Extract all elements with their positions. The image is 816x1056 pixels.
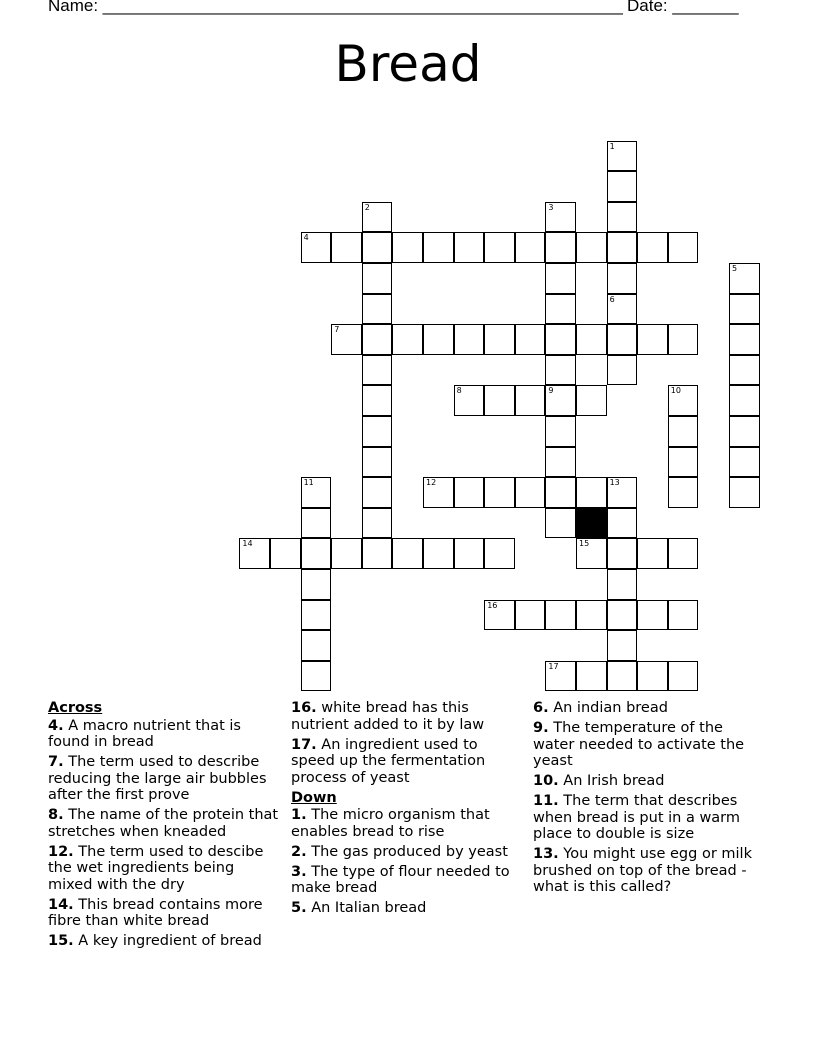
crossword-cell[interactable] (545, 263, 576, 294)
clue-item-number: 15. (48, 933, 74, 949)
clues-column-2 (291, 700, 523, 920)
clue-item-number: 4. (48, 717, 64, 734)
crossword-cell[interactable] (454, 538, 485, 569)
crossword-cell[interactable] (545, 416, 576, 447)
crossword-cell[interactable] (362, 538, 393, 569)
clue-item (48, 844, 280, 894)
clue-item-number: 3. (291, 863, 307, 880)
clue-number: 7 (334, 325, 340, 335)
crossword-cell[interactable] (729, 263, 760, 294)
crossword-cell[interactable] (607, 538, 638, 569)
clue-number: 6 (609, 294, 615, 304)
clue-item-text: An indian bread (548, 700, 668, 716)
crossword-cell[interactable] (545, 355, 576, 386)
crossword-cell[interactable] (454, 477, 485, 508)
crossword-cell[interactable] (576, 538, 607, 569)
clue-item (291, 844, 523, 861)
crossword-cell[interactable] (362, 294, 393, 325)
crossword-cell[interactable] (545, 447, 576, 478)
date-field-label: Date: _______ (627, 0, 739, 15)
crossword-cell[interactable] (668, 324, 699, 355)
clue-item-text: The term used to describe reducing the large air bubbles after the first prove (48, 754, 267, 803)
crossword-cell[interactable] (362, 385, 393, 416)
crossword-cell[interactable] (545, 232, 576, 263)
clue-item (533, 793, 765, 843)
crossword-cell[interactable] (576, 324, 607, 355)
crossword-cell[interactable] (729, 385, 760, 416)
crossword-cell[interactable] (362, 508, 393, 539)
crossword-cell[interactable] (454, 232, 485, 263)
clue-item-text: You might use egg or milk brushed on top of the bread - what is this called? (533, 846, 752, 895)
clue-number: 15 (579, 539, 590, 549)
crossword-cell[interactable] (301, 538, 332, 569)
crossword-cell[interactable] (362, 447, 393, 478)
crossword-cell[interactable] (607, 324, 638, 355)
crossword-cell[interactable] (301, 600, 332, 631)
clue-number: 9 (548, 386, 554, 396)
crossword-cell[interactable] (607, 232, 638, 263)
clue-item (48, 897, 280, 930)
crossword-cell[interactable] (607, 661, 638, 692)
crossword-cell[interactable] (576, 477, 607, 508)
crossword-cell[interactable] (515, 385, 546, 416)
clue-number: 8 (456, 386, 462, 396)
crossword-cell[interactable] (607, 294, 638, 325)
crossword-cell[interactable] (484, 600, 515, 631)
crossword-cell[interactable] (668, 385, 699, 416)
clue-number: 4 (303, 233, 309, 243)
clue-item-number: 13. (533, 846, 559, 862)
crossword-cell[interactable] (607, 355, 638, 386)
crossword-cell[interactable] (729, 355, 760, 386)
clue-item-number: 12. (48, 843, 74, 860)
clue-number: 1 (609, 141, 615, 151)
crossword-cell[interactable] (637, 538, 668, 569)
crossword-cell[interactable] (484, 385, 515, 416)
crossword-cell[interactable] (668, 600, 699, 631)
crossword-cell[interactable] (454, 385, 485, 416)
clue-number: 13 (609, 478, 620, 488)
crossword-cell[interactable] (576, 600, 607, 631)
crossword-cell[interactable] (607, 171, 638, 202)
crossword-cell[interactable] (668, 416, 699, 447)
clue-item (291, 864, 523, 897)
clue-item-text: This bread contains more fibre than white bread (48, 896, 263, 929)
page-title: Bread (334, 35, 482, 93)
crossword-cell[interactable] (545, 600, 576, 631)
name-field-label: Name: _______________________________________________________ (48, 0, 623, 15)
clue-item (533, 700, 765, 717)
crossword-cell[interactable] (515, 600, 546, 631)
clue-item-text: The type of flour needed to make bread (291, 863, 510, 896)
clue-item-number: 9. (533, 720, 549, 736)
crossword-cell[interactable] (515, 477, 546, 508)
crossword-cell[interactable] (301, 630, 332, 661)
clue-item (533, 720, 765, 770)
crossword-cell[interactable] (545, 294, 576, 325)
clue-item (291, 737, 523, 787)
crossword-cell[interactable] (301, 477, 332, 508)
clue-item (48, 933, 280, 950)
clue-item-text: The term used to descibe the wet ingredients being mixed with the dry (48, 843, 264, 893)
clue-item-text: A key ingredient of bread (73, 933, 262, 949)
crossword-cell[interactable] (545, 661, 576, 692)
crossword-cell[interactable] (607, 508, 638, 539)
clue-item-text: The temperature of the water needed to activate the yeast (533, 720, 745, 769)
crossword-cell[interactable] (362, 477, 393, 508)
clue-number: 5 (732, 264, 738, 273)
clue-item-text: The gas produced by yeast (306, 843, 508, 860)
crossword-cell[interactable] (301, 569, 332, 600)
crossword-cell[interactable] (301, 508, 332, 539)
crossword-cell[interactable] (729, 477, 760, 508)
crossword-cell[interactable] (515, 324, 546, 355)
crossword-cell[interactable] (545, 385, 576, 416)
crossword-cell[interactable] (484, 232, 515, 263)
crossword-cell[interactable] (607, 202, 638, 233)
crossword-cell[interactable] (362, 202, 393, 233)
blocked-cell (576, 508, 607, 539)
clue-item (48, 807, 280, 840)
clue-item-number: 8. (48, 807, 64, 823)
crossword-cell[interactable] (668, 447, 699, 478)
crossword-cell[interactable] (423, 232, 454, 263)
crossword-cell[interactable] (729, 447, 760, 478)
crossword-cell[interactable] (484, 477, 515, 508)
clue-item-number: 17. (291, 736, 317, 753)
crossword-cell[interactable] (270, 538, 301, 569)
crossword-cell[interactable] (331, 538, 362, 569)
clue-item-text: An Italian bread (306, 900, 427, 916)
clues-column-3 (533, 700, 765, 899)
clue-number: 12 (426, 478, 437, 488)
crossword-cell[interactable] (607, 141, 638, 172)
crossword-cell[interactable] (668, 232, 699, 263)
crossword-cell[interactable] (545, 202, 576, 233)
crossword-cell[interactable] (607, 263, 638, 294)
clue-number: 16 (487, 600, 498, 610)
clue-item (291, 807, 523, 840)
clue-item (291, 700, 523, 733)
crossword-cell[interactable] (362, 232, 393, 263)
clue-item-number: 14. (48, 896, 74, 913)
crossword-cell[interactable] (239, 538, 270, 569)
crossword-cell[interactable] (423, 477, 454, 508)
crossword-cell[interactable] (331, 324, 362, 355)
crossword-cell[interactable] (576, 661, 607, 692)
clue-item-number: 16. (291, 700, 317, 716)
crossword-cell[interactable] (484, 538, 515, 569)
crossword-cell[interactable] (576, 232, 607, 263)
crossword-cell[interactable] (607, 569, 638, 600)
crossword-cell[interactable] (392, 324, 423, 355)
clue-item-text: The micro organism that enables bread to rise (291, 807, 490, 840)
crossword-cell[interactable] (423, 324, 454, 355)
crossword-cell[interactable] (729, 324, 760, 355)
crossword-cell[interactable] (362, 355, 393, 386)
crossword-cell[interactable] (423, 538, 454, 569)
crossword-cell[interactable] (392, 538, 423, 569)
clue-item-text: white bread has this nutrient added to it by law (291, 700, 485, 733)
clue-item-text: The name of the protein that stretches when kneaded (48, 807, 279, 840)
crossword-cell[interactable] (331, 232, 362, 263)
crossword-cell[interactable] (545, 508, 576, 539)
crossword-cell[interactable] (637, 324, 668, 355)
crossword-cell[interactable] (729, 294, 760, 325)
crossword-cell[interactable] (729, 416, 760, 447)
crossword-cell[interactable] (362, 324, 393, 355)
clue-section-heading: Across (48, 700, 103, 716)
clue-item-text: An Irish bread (558, 773, 665, 789)
clue-item-text: An ingredient used to speed up the fermentation process of yeast (291, 736, 486, 786)
crossword-cell[interactable] (576, 385, 607, 416)
crossword-cell[interactable] (484, 324, 515, 355)
clue-item (533, 846, 765, 896)
crossword-cell[interactable] (668, 477, 699, 508)
clues-column-1 (48, 700, 280, 953)
crossword-cell[interactable] (362, 263, 393, 294)
clue-item-text: A macro nutrient that is found in bread (48, 717, 241, 750)
crossword-cell[interactable] (454, 324, 485, 355)
clue-number: 14 (242, 539, 253, 549)
crossword-cell[interactable] (301, 232, 332, 263)
clue-item-number: 6. (533, 700, 549, 716)
clue-item-number: 10. (533, 773, 559, 789)
clue-item (48, 718, 280, 751)
crossword-cell[interactable] (392, 232, 423, 263)
clue-item-number: 11. (533, 793, 559, 809)
crossword-cell[interactable] (607, 600, 638, 631)
crossword-cell[interactable] (301, 661, 332, 692)
crossword-cell[interactable] (637, 232, 668, 263)
clue-number: 11 (303, 478, 314, 488)
clue-number: 17 (548, 661, 559, 671)
crossword-cell[interactable] (607, 477, 638, 508)
crossword-cell[interactable] (607, 630, 638, 661)
clue-item-text: The term that describes when bread is put in a warm place to double is size (533, 793, 741, 842)
clue-item-number: 7. (48, 754, 64, 770)
clue-item (533, 773, 765, 790)
crossword-cell[interactable] (637, 600, 668, 631)
crossword-cell[interactable] (515, 232, 546, 263)
clue-item (291, 900, 523, 917)
clue-item-number: 2. (291, 843, 307, 860)
crossword-cell[interactable] (668, 661, 699, 692)
clue-item-number: 5. (291, 900, 307, 916)
clue-section-heading: Down (291, 789, 337, 806)
clue-number: 3 (548, 202, 554, 212)
crossword-cell[interactable] (545, 477, 576, 508)
crossword-cell[interactable] (362, 416, 393, 447)
crossword-cell[interactable] (545, 324, 576, 355)
crossword-cell[interactable] (637, 661, 668, 692)
clue-number: 2 (364, 202, 370, 212)
crossword-cell[interactable] (668, 538, 699, 569)
clue-item (48, 754, 280, 804)
clue-number: 10 (670, 386, 681, 396)
clue-item-number: 1. (291, 807, 307, 823)
